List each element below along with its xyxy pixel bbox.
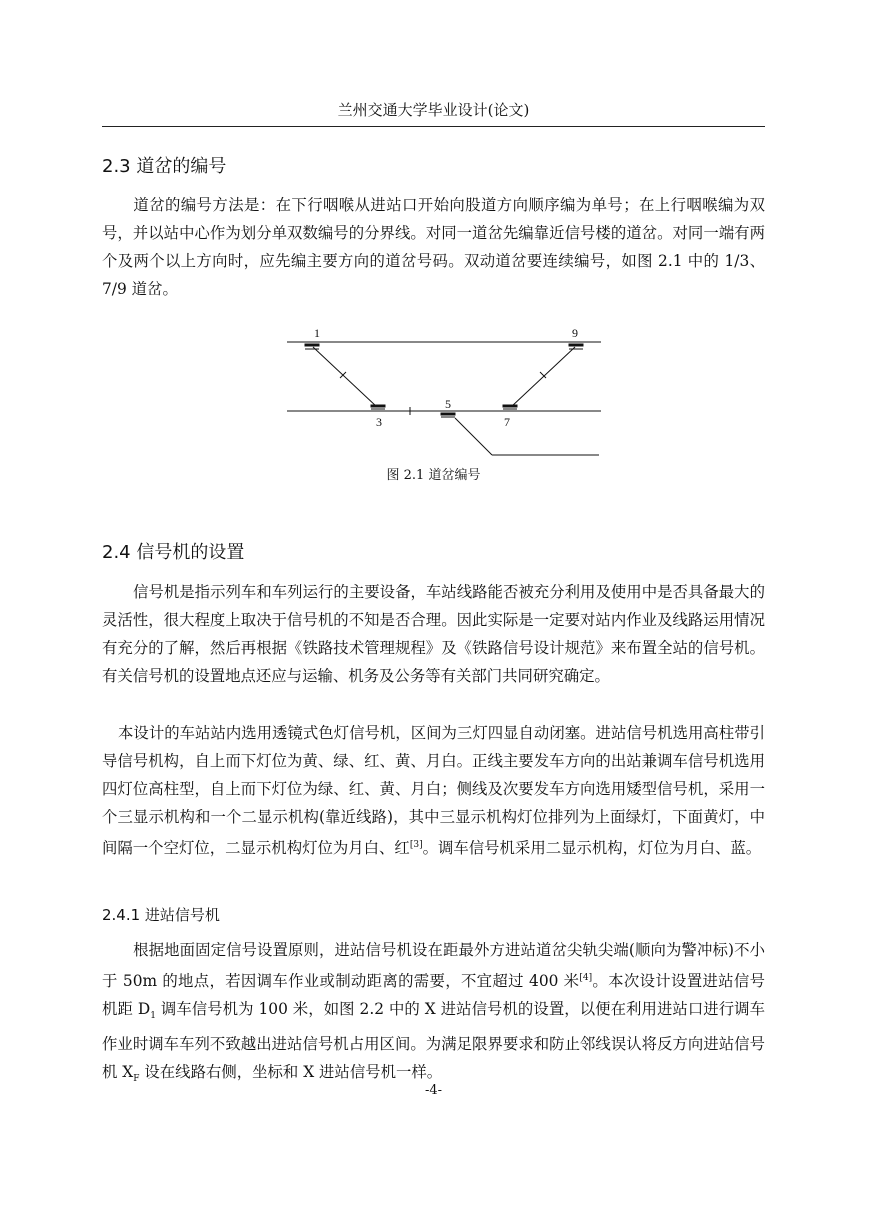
turnout-7-bar [503, 405, 517, 407]
siding-diverge [455, 418, 492, 455]
turnout-1-bar [305, 344, 319, 346]
crossover-right [511, 347, 575, 407]
figure-caption: 图 2.1 道岔编号 [386, 468, 481, 483]
turnout-9-bar [569, 344, 583, 346]
label-turnout-9: 9 [572, 326, 578, 340]
label-turnout-1: 1 [314, 326, 320, 340]
paragraph-2-4-1-entry-signal [102, 936, 765, 1093]
subsection-heading-2-4-1: 2.4.1 进站信号机 [102, 906, 220, 924]
label-turnout-7: 7 [504, 415, 510, 429]
page-header: 兰州交通大学毕业设计(论文) [337, 101, 530, 119]
entry-signal-text-a: 根据地面固定信号设置原则，进站信号机设在距最外方进站道岔尖轨尖端(顺向为警冲标)不小于 50m 的地点，若因调车作业或制动距离的需要，不宜超过 400 米 [102, 941, 765, 991]
section-heading-2-3: 2.3 道岔的编号 [102, 156, 227, 177]
citation-3: [3] [409, 840, 423, 850]
paragraph-2-4-1-text: 信号机是指示列车和车列运行的主要设备，车站线路能否被充分利用及使用中是否具备最大的灵活性，很大程度上取决于信号机的不知是否合理。因此实际是一定要对站内作业及线路运用情况有充分的了解，然后再根据《铁路技术管理规程》及《铁路信号设计规范》来布置全站的信号机。有关信号机的设置地点还应与运输、机务及公务等有关部门共同研究确定。 [102, 583, 765, 685]
header-rule [102, 126, 765, 127]
turnout-3-bar [371, 405, 385, 407]
subscript-1: 1 [150, 1011, 156, 1022]
subscript-f: F [133, 1074, 140, 1085]
citation-4: [4] [579, 973, 593, 983]
turnout-5-bar [441, 413, 455, 415]
figure-turnout-numbering [285, 322, 605, 462]
entry-signal-text-b: 。本次设计设置进站信号机距 D [102, 972, 765, 1019]
paragraph-2-3 [102, 191, 765, 303]
entry-signal-text-d: 设在线路右侧，坐标和 X 进站信号机一样。 [139, 1063, 443, 1082]
paragraph-2-4-2 [102, 719, 765, 862]
crossover-left [313, 347, 377, 407]
page-number: -4- [424, 1083, 443, 1098]
label-turnout-3: 3 [376, 415, 382, 429]
paragraph-2-3-text: 道岔的编号方法是：在下行咽喉从进站口开始向股道方向顺序编为单号；在上行咽喉编为双号，并以站中心作为划分单双数编号的分界线。对同一道岔先编靠近信号楼的道岔。对同一端有两个及两个以上方向时，应先编主要方向的道岔号码。双动道岔要连续编号，如图 2.1 中的 1/3、7/9 道岔。 [102, 196, 765, 298]
paragraph-2-4-2-end: 。调车信号机采用二显示机构，灯位为月白、蓝。 [422, 839, 762, 858]
paragraph-2-4-1 [102, 578, 765, 690]
paragraph-2-4-2-text: 本设计的车站站内选用透镜式色灯信号机，区间为三灯四显自动闭塞。进站信号机选用高柱带引导信号机构，自上而下灯位为黄、绿、红、黄、月白。正线主要发车方向的出站兼调车信号机选用四灯位高柱型，自上而下灯位为绿、红、黄、月白；侧线及次要发车方向选用矮型信号机，采用一个三显示机构和一个二显示机构(靠近线路)，其中三显示机构灯位排列为上面绿灯，下面黄灯，中间隔一个空灯位，二显示机构灯位为月白、红 [102, 724, 765, 858]
label-turnout-5: 5 [445, 397, 451, 411]
entry-signal-text-c: 调车信号机为 100 米，如图 2.2 中的 X 进站信号机的设置，以便在利用进站口进行调车作业时调车车列不致越出进站信号机占用区间。为满足限界要求和防止邻线误认将反方向进站信号机 X [102, 1000, 766, 1082]
section-heading-2-4: 2.4 信号机的设置 [102, 542, 245, 563]
